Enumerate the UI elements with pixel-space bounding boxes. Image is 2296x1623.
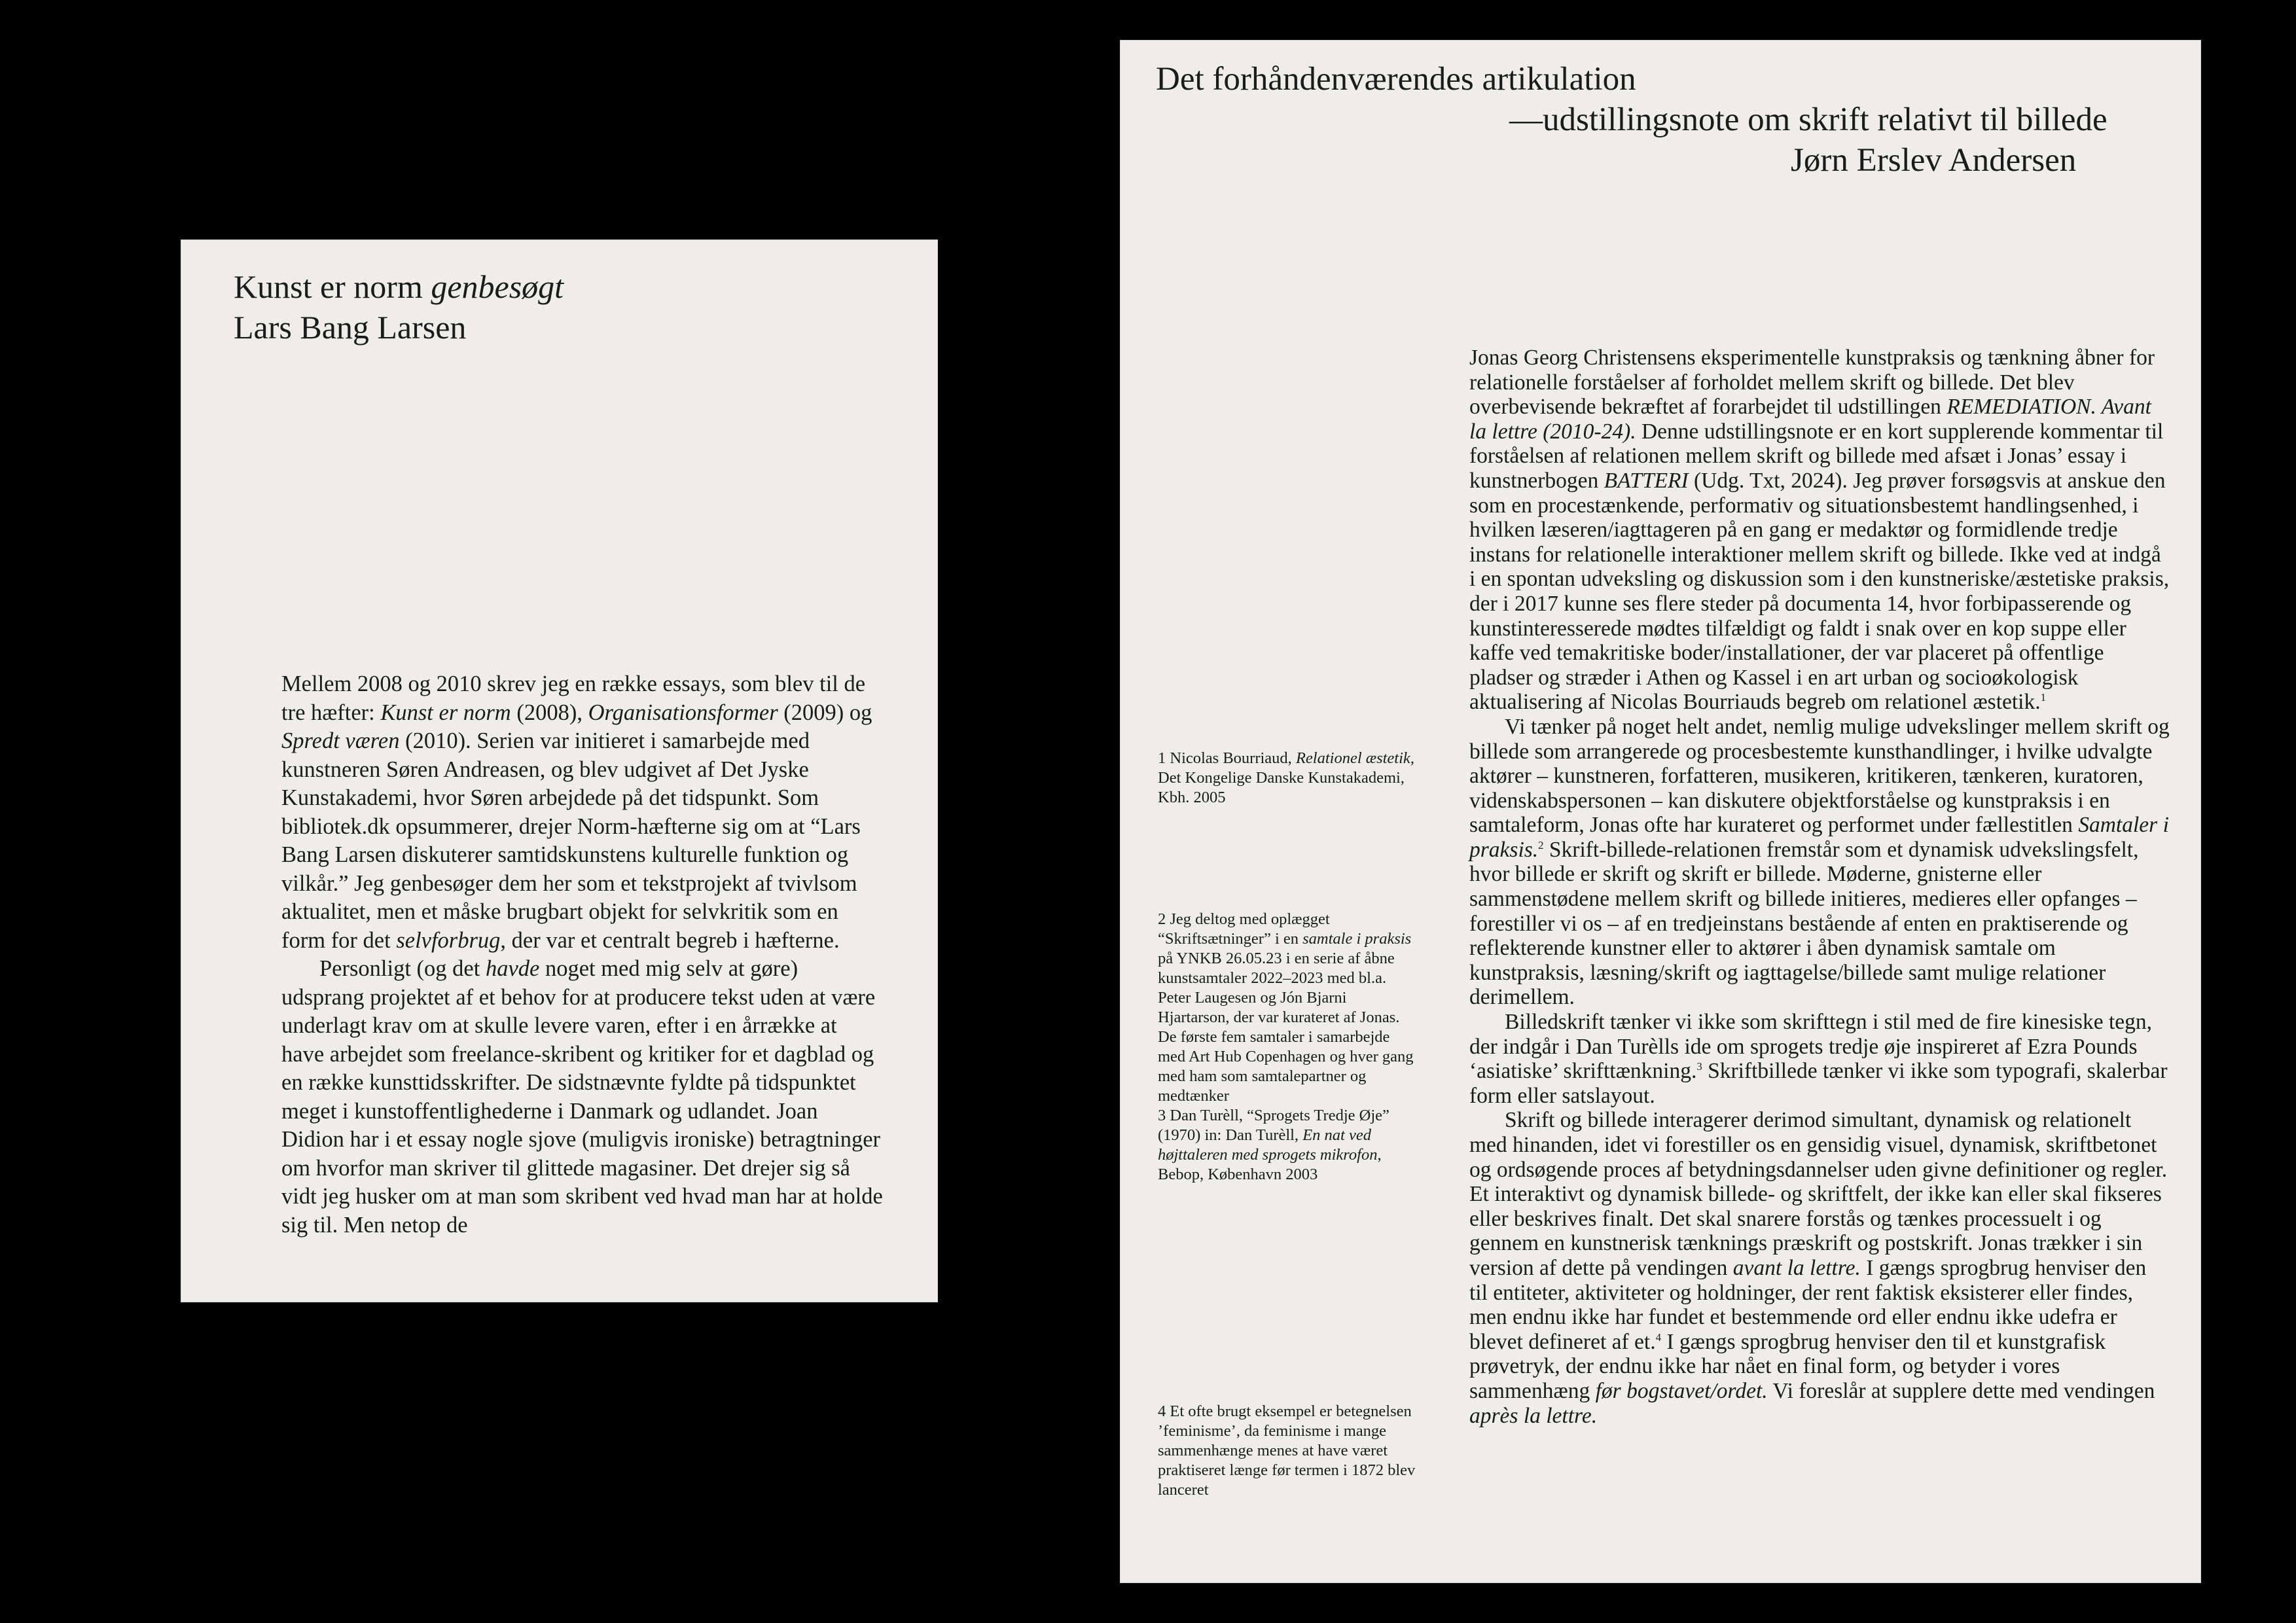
text-run: noget med mig selv at gøre) udsprang projektet af et behov for at producere tekst uden at være underlagt krav om at skulle levere varen, efter i en årrække at have arbejdet som freelance-skribent og kritiker for et dagblad og en række kunsttidsskrifter. De sidstnævnte fyldte på tidspunktet meget i kunstoffentlighederne i Danmark og udlandet. Joan Didion har i et essay nogle sjove (muligvis ironiske) betragtninger om hvorfor man skriver til glittede magasiner. Det drejer sig så vidt jeg husker om at man som skribent ved hvad man har at holde sig til. Men netop de [281,956,883,1238]
left-author: Lars Bang Larsen [234,309,467,346]
text-run: på YNKB 26.05.23 i en serie af åbne kunstsamtaler 2022–2023 med bl.a. Peter Laugesen og Jón Bjarni Hjartarson, der var kurateret af Jonas. De første fem samtaler i samarbejde med Art Hub Copenhagen og hver gang med ham som samtalepartner og medtænker [1158,950,1414,1105]
italic-run: REMEDIATION. Avant la lettre (2010-24). [1469,395,2151,444]
text-run: Vi tænker på noget helt andet, nemlig mulige udvekslinger mellem skrift og billede som arrangerede og procesbestemte kunsthandlinger, i hvilke udvalgte aktører – kunstneren, forfatteren, musikeren, kritikeren, tænkeren, kuratoren, videnskabspersonen – kan diskutere objektforståelse og kunstpraksis i en samtaleform, Jonas ofte har kurateret og performet under fællestitlen [1469,714,2170,838]
footnotes-2-3 [1158,910,1420,1185]
text-run: , Bebop, København 2003 [1158,1146,1382,1183]
italic-run: En nat ved højttaleren med sprogets mikrofon [1158,1126,1378,1164]
text-run: Personligt (og det [319,956,486,981]
text-run: , Det Kongelige Danske Kunstakademi, Kbh. 2005 [1158,749,1414,806]
left-title [234,266,564,307]
right-body-text [1469,346,2170,1428]
text-run: , der var et centralt begreb i hæfterne. [500,927,840,953]
right-author: Jørn Erslev Andersen [1791,142,2077,179]
right-title-line-1: Det forhåndenværendes artikulation [1156,61,1636,98]
text-run: (2009) og [778,700,872,725]
text-run: (Udg. Txt, 2024). Jeg prøver forsøgsvis at anskue den som en procestænkende, performativ og situationsbestemt handlingsenhed, i hvilken læseren/iagttageren på en gang er medaktør og formidlende tredje instans for relationelle interaktioner mellem skrift og billede. Ikke ved at indgå i en spontan udveksling og diskussion som i den kunstneriske/æstetiske praksis, der i 2017 kunne ses flere steder på documenta 14, hvor forbipasserende og kunstinteresserede mødtes tilfældigt og faldt i snak over en kop suppe eller kaffe ved temakritiske boder/installationer, der var placeret på offentlige pladser og stræder i Athen og Kassel i en art urban og socioøkologisk aktualisering af Nicolas Bourriauds begreb om relationel æstetik. [1469,468,2170,715]
left-paragraph-1 [281,670,884,955]
right-paragraph-4 [1469,1108,2170,1428]
footnote-1 [1158,749,1420,808]
right-paragraph-3 [1469,1010,2170,1108]
footnote-marker: 1 [2040,691,2046,704]
left-title-italic: genbesøgt [431,268,564,305]
left-paragraph-2 [281,955,884,1240]
footnote-marker: 2 [1538,838,1544,851]
text-run: Denne udstillingsnote er en kort supplerende kommentar til forståelsen af relationen mellem skrift og billede med afsæt i Jonas’ essay i kunstnerbogen [1469,419,2164,493]
right-title-block [1156,59,2193,179]
right-paragraph-2 [1469,715,2170,1010]
text-run: Skrift-billede-relationen fremstår som et dynamisk udvekslingsfelt, hvor billede er skrift og skrift er billede. Møderne, gnisterne eller sammenstødene mellem skrift og billede initieres, medieres eller opfanges – forestiller vi os – af en tredjeinstans bestående af enten en praktiserende og reflekterende kunstner eller to aktører i åben dynamisk samtale om kunstpraksis, læsning/skrift og iagttagelse/billede samt mulige relationer derimellem. [1469,837,2139,1010]
text-run: (2008), [511,700,588,725]
text-run: 2 Jeg deltog med oplægget “Skriftsætninger” i en [1158,910,1330,948]
italic-run: før bogstavet/ordet. [1595,1378,1768,1403]
text-run: Vi foreslår at supplere dette med vendingen [1767,1378,2155,1403]
italic-run: avant la lettre. [1732,1255,1861,1280]
footnote-3 [1158,1106,1420,1185]
left-title-block [234,266,564,348]
footnote-2 [1158,910,1420,1106]
footnote-marker: 4 [1655,1330,1661,1344]
italic-run: samtale i praksis [1302,930,1412,948]
italic-run: Kunst er norm [380,700,511,725]
footnote-marker: 3 [1696,1060,1702,1073]
text-run: 1 Nicolas Bourriaud, [1158,749,1296,767]
italic-run: selvforbrug [396,927,501,953]
italic-run: Spredt væren [281,728,400,753]
italic-run: après la lettre. [1469,1403,1598,1428]
left-title-plain: Kunst er norm [234,268,431,305]
left-booklet-page [181,240,937,1302]
italic-run: havde [485,956,540,981]
italic-run: Relationel æstetik [1295,749,1410,767]
right-title-line-2: —udstillingsnote om skrift relativt til billede [1509,101,2108,138]
text-run: Skrift og billede interagerer derimod simultant, dynamisk og relationelt med hinanden, idet vi forestiller os en gensidig visuel, dynamisk, skriftbetonet og ordsøgende proces af betydningsdannelser uden givne definitioner og regler. Et interaktivt og dynamisk billede- og skriftfelt, der ikke kan eller skal fikseres eller beskrives finalt. Det skal snarere forstås og tænkes processuelt i og gennem en kunstnerisk tænknings præskrift og postskrift. Jonas trækker i sin version af dette på vendingen [1469,1108,2168,1280]
text-run: I gængs sprogbrug henviser den til entiteter, aktiviteter og holdninger, der rent faktisk eksisterer eller findes, men endnu ikke har fundet et bestemmende ord eller endnu ikke udefra er blevet defineret af et. [1469,1255,2147,1354]
footnote-4-text: 4 Et ofte brugt eksempel er betegnelsen ’feminisme’, da feminisme i mange sammenhænge menes at have været praktiseret længe før termen i 1872 blev lanceret [1158,1402,1416,1499]
right-paragraph-1 [1469,346,2170,715]
footnote-4 [1158,1402,1420,1500]
right-booklet-page [1121,41,2200,1582]
italic-run: Samtaler i praksis. [1469,813,2169,862]
text-run: Skriftbillede tænker vi ikke som typografi, skalerbar form eller satslayout. [1469,1059,2168,1108]
text-run: 3 Dan Turèll, “Sprogets Tredje Øje” (1970) in: Dan Turèll, [1158,1107,1390,1144]
text-run: Billedskrift tænker vi ikke som skrifttegn i stil med de fire kinesiske tegn, der indgår i Dan Turèlls ide om sprogets tredje øje inspireret af Ezra Pounds ‘asiatiske’ skrifttænkning. [1469,1010,2153,1084]
italic-run: BATTERI [1604,468,1689,493]
text-run: (2010). Serien var initieret i samarbejde med kunstneren Søren Andreasen, og blev udgivet af Det Jyske Kunstakademi, hvor Søren arbejdede på det tidspunkt. Som bibliotek.dk opsummerer, drejer Norm-hæfterne sig om at “Lars Bang Larsen diskuterer samtidskunstens kulturelle funktion og vilkår.” Jeg genbesøger dem her som et tekstprojekt af tvivlsom aktualitet, men et måske brugbart objekt for selvkritik som en form for det [281,728,861,953]
text-run: Jonas Georg Christensens eksperimentelle kunstpraksis og tænkning åbner for relationelle forståelser af forholdet mellem skrift og billede. Det blev overbevisende bekræftet af forarbejdet til udstillingen [1469,346,2155,419]
left-body-text [281,670,884,1240]
italic-run: Organisationsformer [588,700,778,725]
text-run: I gængs sprogbrug henviser den til et kunstgrafisk prøvetryk, der endnu ikke har nået en final form, og betyder i vores sammenhæng [1469,1329,2106,1403]
text-run: Mellem 2008 og 2010 skrev jeg en række essays, som blev til de tre hæfter: [281,671,866,725]
